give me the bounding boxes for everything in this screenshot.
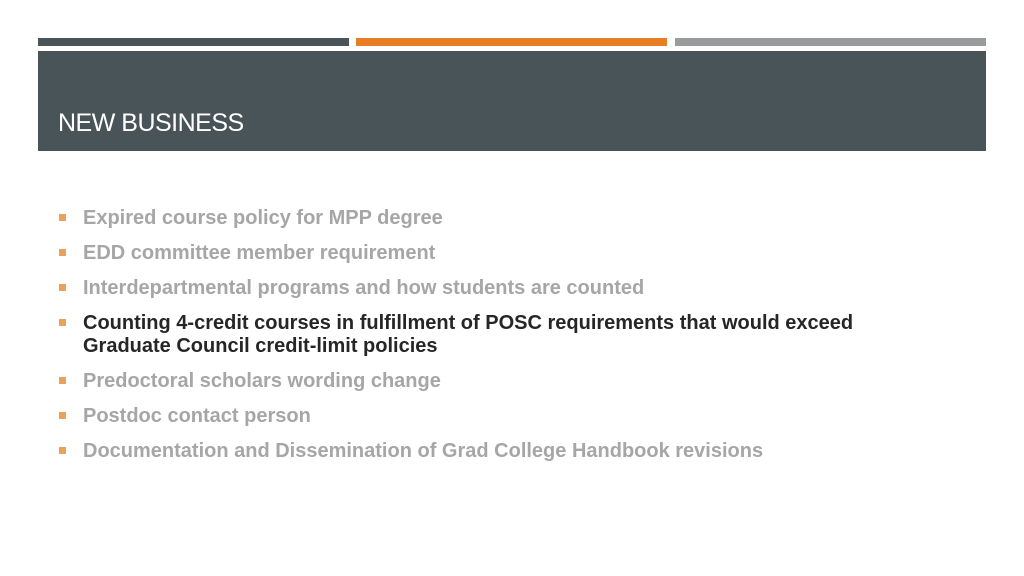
bullet-item (56, 207, 936, 230)
bullet-item (56, 312, 936, 358)
accent-bar-orange (356, 38, 667, 46)
bullet-item (56, 440, 936, 463)
square-bullet-icon (59, 249, 66, 256)
bullet-item (56, 277, 936, 300)
square-bullet-icon (59, 412, 66, 419)
bullet-item (56, 405, 936, 428)
accent-bar-dark (38, 38, 349, 46)
square-bullet-icon (59, 447, 66, 454)
bullet-text: Interdepartmental programs and how students are counted (83, 277, 645, 299)
top-accent-bars (38, 38, 986, 46)
bullet-item (56, 242, 936, 265)
square-bullet-icon (59, 214, 66, 221)
bullet-text: Documentation and Dissemination of Grad College Handbook revisions (83, 440, 764, 462)
accent-bar-gray (675, 38, 986, 46)
square-bullet-icon (59, 319, 66, 326)
bullet-item (56, 370, 936, 393)
bullet-text: Counting 4-credit courses in fulfillment of POSC requirements that would exceed Graduate Council credit-limit policies (83, 312, 854, 357)
title-band (38, 51, 986, 151)
bullet-text: Postdoc contact person (83, 405, 311, 427)
bullet-text: Expired course policy for MPP degree (83, 207, 443, 229)
bullet-text: Predoctoral scholars wording change (83, 370, 441, 392)
bullet-text: EDD committee member requirement (83, 242, 436, 264)
square-bullet-icon (59, 284, 66, 291)
slide-title: NEW BUSINESS (58, 109, 244, 137)
square-bullet-icon (59, 377, 66, 384)
bullet-list (56, 207, 936, 475)
